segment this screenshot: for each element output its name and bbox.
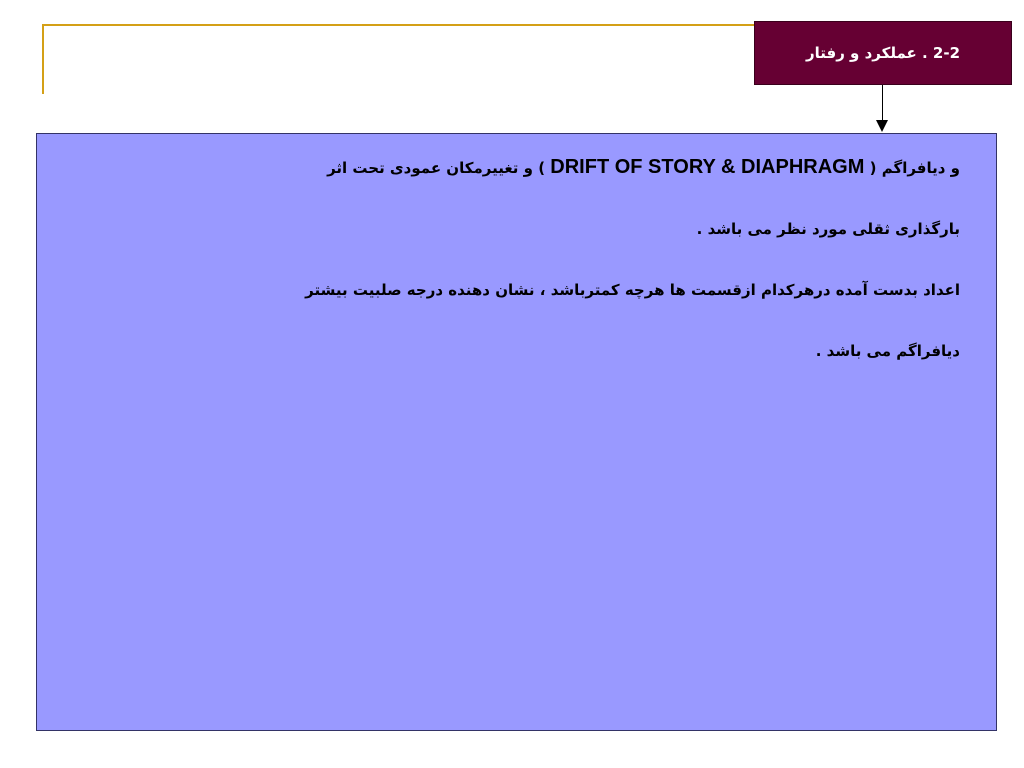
paragraph-1-part-1: و دیافراگم (: [869, 159, 960, 177]
paragraph-1: [73, 152, 960, 183]
decorative-top-line: [42, 24, 756, 26]
paragraph-1-part-2: ) و تغییرمکان عمودی تحت اثر: [327, 159, 546, 177]
slide-title: 2-2 . عملکرد و رفتار: [805, 44, 961, 62]
paragraph-1-latin-term: DRIFT OF STORY & DIAPHRAGM: [550, 156, 865, 178]
arrow-down-icon: [876, 120, 888, 132]
paragraph-2: بارگذاری ثقلی مورد نظر می باشد .: [696, 220, 960, 238]
paragraph-4: دیافراگم می باشد .: [815, 342, 960, 360]
paragraph-3: اعداد بدست آمده درهرکدام ازقسمت ها هرچه کمترباشد ، نشان دهنده درجه صلبیت بیشتر: [305, 281, 960, 299]
slide-title-box: [754, 21, 1012, 85]
decorative-left-line: [42, 24, 44, 94]
connector-arrow-line: [882, 85, 883, 123]
content-box: [36, 133, 997, 731]
